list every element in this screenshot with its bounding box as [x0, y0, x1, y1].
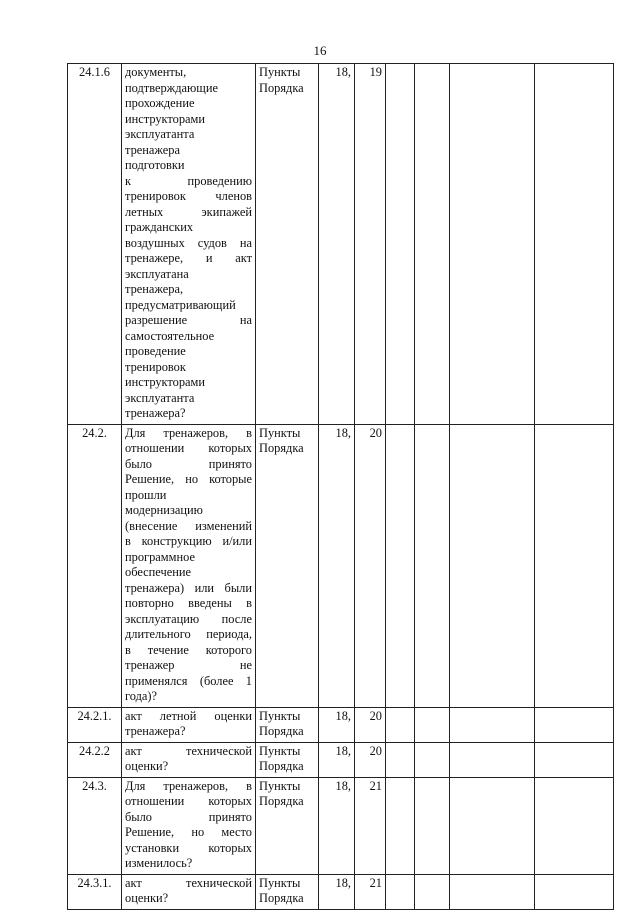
question-line: эксплуатанта: [125, 390, 195, 405]
item-number: 24.2.2: [68, 742, 122, 777]
answer-cell: [386, 64, 415, 425]
answer-cell: [415, 874, 450, 909]
question-line: программное: [125, 549, 195, 564]
question-line: тренажер не: [125, 658, 252, 672]
checklist-table: [67, 63, 614, 910]
answer-cell: [535, 874, 614, 909]
question-line: повторно введены в: [125, 596, 252, 610]
answer-cell: [535, 742, 614, 777]
question-line: документы,: [125, 65, 187, 79]
question-line: отношении которых: [125, 441, 252, 455]
paragraph-ref-2: 20: [355, 424, 386, 707]
item-number: 24.3.1.: [68, 874, 122, 909]
answer-cell: [386, 777, 415, 874]
item-number: 24.2.: [68, 424, 122, 707]
answer-cell: [450, 64, 535, 425]
paragraph-ref-1: 18,: [319, 777, 355, 874]
reference-line: Порядка: [259, 80, 304, 95]
answer-cell: [415, 777, 450, 874]
item-number: 24.3.: [68, 777, 122, 874]
answer-cell: [415, 64, 450, 425]
reference-cell: [256, 777, 319, 874]
answer-cell: [450, 874, 535, 909]
question-text: [122, 64, 256, 425]
question-line: было принято: [125, 456, 252, 471]
question-text: [122, 777, 256, 874]
question-line: акт технической: [125, 875, 252, 890]
paragraph-ref-1: 18,: [319, 742, 355, 777]
reference-line: Пункты: [259, 425, 301, 440]
answer-cell: [450, 742, 535, 777]
answer-cell: [386, 742, 415, 777]
answer-cell: [450, 707, 535, 742]
table-row: [68, 742, 614, 777]
table-row: [68, 707, 614, 742]
reference-cell: [256, 707, 319, 742]
table-row: [68, 64, 614, 425]
question-line: оценки?: [125, 891, 169, 905]
paragraph-ref-1: 18,: [319, 874, 355, 909]
paragraph-ref-1: 18,: [319, 424, 355, 707]
question-line: инструкторами: [125, 111, 206, 126]
reference-line: Порядка: [259, 794, 304, 808]
question-text: [122, 707, 256, 742]
reference-cell: [256, 874, 319, 909]
table-row: [68, 424, 614, 707]
question-line: оценки?: [125, 759, 169, 773]
question-line: подтверждающие: [125, 80, 218, 95]
question-line: эксплуатацию после: [125, 611, 252, 626]
question-line: тренажере, и акт: [125, 251, 252, 265]
question-line: тренажера: [125, 142, 180, 157]
question-line: обеспечение: [125, 565, 191, 579]
answer-cell: [535, 424, 614, 707]
paragraph-ref-1: 18,: [319, 707, 355, 742]
answer-cell: [386, 874, 415, 909]
question-line: Для тренажеров, в: [125, 778, 252, 793]
question-line: Решение, но место: [125, 825, 252, 839]
question-line: инструкторами: [125, 375, 206, 389]
question-line: тренажера?: [125, 724, 186, 738]
answer-cell: [415, 742, 450, 777]
reference-cell: [256, 424, 319, 707]
paragraph-ref-2: 21: [355, 777, 386, 874]
question-line: гражданских: [125, 220, 194, 234]
question-line: проведение: [125, 344, 186, 358]
question-line: в течение которого: [125, 642, 252, 657]
question-line: акт летной оценки: [125, 708, 252, 723]
reference-line: Порядка: [259, 441, 304, 455]
paragraph-ref-2: 20: [355, 707, 386, 742]
reference-line: Порядка: [259, 759, 304, 773]
answer-cell: [450, 777, 535, 874]
question-text: [122, 874, 256, 909]
question-line: воздушных судов на: [125, 235, 252, 250]
reference-cell: [256, 64, 319, 425]
question-line: тренажера) или были: [125, 580, 252, 595]
reference-line: Пункты: [259, 65, 301, 79]
question-line: установки которых: [125, 840, 252, 855]
item-number: 24.2.1.: [68, 707, 122, 742]
reference-line: Пункты: [259, 875, 301, 890]
table-row: [68, 777, 614, 874]
question-line: к проведению: [125, 173, 252, 188]
answer-cell: [386, 424, 415, 707]
paragraph-ref-2: 21: [355, 874, 386, 909]
question-line: эксплуатана: [125, 266, 189, 281]
question-line: летных экипажей: [125, 204, 252, 219]
table-row: [68, 874, 614, 909]
paragraph-ref-2: 19: [355, 64, 386, 425]
answer-cell: [415, 707, 450, 742]
question-line: (внесение изменений: [125, 518, 252, 533]
question-line: в конструкцию и/или: [125, 534, 252, 548]
question-line: модернизацию: [125, 503, 203, 517]
reference-line: Пункты: [259, 743, 301, 758]
question-line: длительного периода,: [125, 627, 252, 641]
question-line: акт технической: [125, 743, 252, 758]
question-line: прохождение: [125, 96, 195, 110]
question-text: [122, 742, 256, 777]
reference-line: Пункты: [259, 778, 301, 793]
question-line: Решение, но которые: [125, 472, 252, 486]
page-number: 16: [313, 43, 327, 58]
paragraph-ref-2: 20: [355, 742, 386, 777]
question-line: тренировок: [125, 359, 186, 374]
reference-line: Порядка: [259, 891, 304, 905]
question-line: разрешение на: [125, 313, 252, 327]
reference-line: Пункты: [259, 708, 301, 723]
question-line: тренажера,: [125, 282, 184, 296]
answer-cell: [535, 64, 614, 425]
question-line: изменилось?: [125, 856, 193, 870]
question-line: прошли: [125, 487, 167, 502]
question-line: тренировок членов: [125, 189, 252, 203]
item-number: 24.1.6: [68, 64, 122, 425]
answer-cell: [386, 707, 415, 742]
paragraph-ref-1: 18,: [319, 64, 355, 425]
question-line: предусматривающий: [125, 297, 236, 312]
reference-line: Порядка: [259, 724, 304, 738]
answer-cell: [535, 707, 614, 742]
question-line: самостоятельное: [125, 328, 215, 343]
answer-cell: [415, 424, 450, 707]
question-line: применялся (более 1: [125, 673, 252, 688]
question-line: отношении которых: [125, 794, 252, 808]
answer-cell: [535, 777, 614, 874]
question-line: тренажера?: [125, 406, 186, 420]
answer-cell: [450, 424, 535, 707]
question-line: эксплуатанта: [125, 127, 195, 141]
question-line: подготовки: [125, 158, 185, 172]
question-text: [122, 424, 256, 707]
question-line: было принято: [125, 809, 252, 824]
reference-cell: [256, 742, 319, 777]
question-line: Для тренажеров, в: [125, 425, 252, 440]
question-line: года)?: [125, 689, 158, 703]
